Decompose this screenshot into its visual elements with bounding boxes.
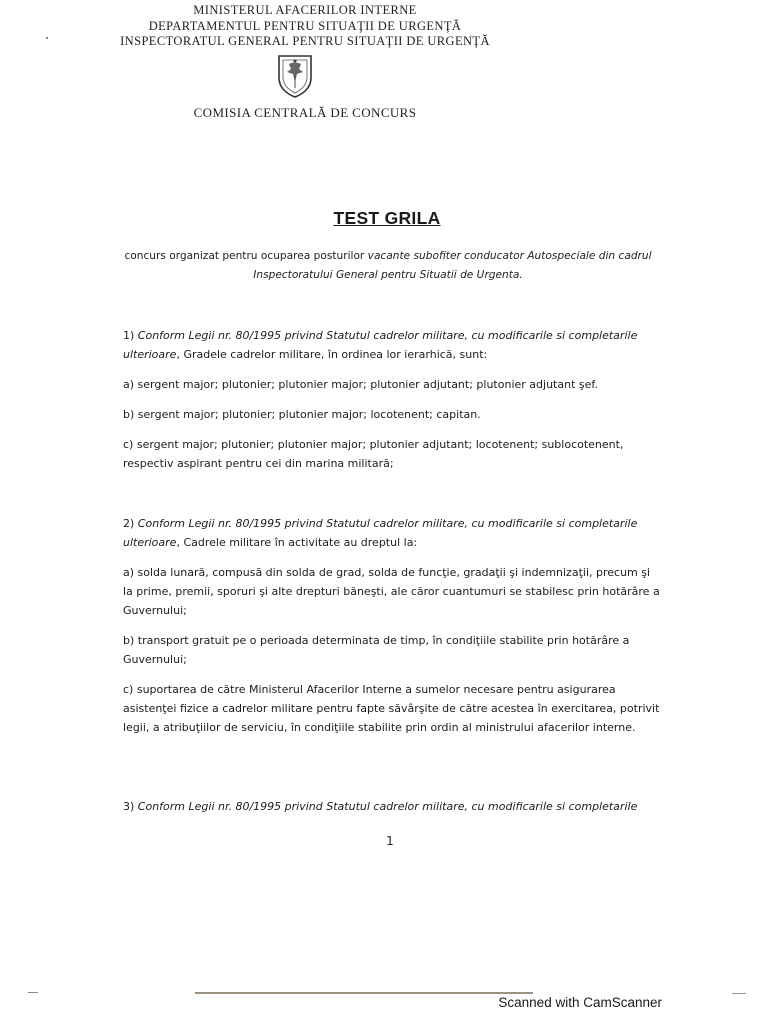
- answer-option-c: c) sergent major; plutonier; plutonier major; plutonier adjutant; locotenent; sublocotenent, respectiv aspirant pentru cei din marina militară;: [123, 438, 624, 470]
- answer-option-c: c) suportarea de către Ministerul Afacerilor Interne a sumelor necesare pentru asigurarea asistenţei fizice a cadrelor militare pentru fapte săvârşite de către acestea în exercitarea, potrivit legii, a atribuţiilor de serviciu, în condiţiile stabilite prin ordin al ministrului afacerilor interne.: [123, 683, 660, 734]
- scan-speck: [46, 37, 48, 39]
- question-stem: [123, 326, 663, 364]
- institution-header: [100, 3, 510, 50]
- answer-option-b: b) sergent major; plutonier; plutonier major; locotenent; capitan.: [123, 408, 481, 421]
- question-1: [123, 326, 663, 473]
- question-stem: [123, 514, 663, 552]
- coat-of-arms-icon: [275, 52, 315, 98]
- scanner-watermark: Scanned with CamScanner: [498, 995, 662, 1010]
- law-reference: Conform Legii nr. 80/1995 privind Statutul cadrelor militare, cu modificarile si completarile: [137, 800, 638, 813]
- scan-artifact-left: [28, 992, 38, 993]
- answer-option-a: a) sergent major; plutonier; plutonier major; plutonier adjutant; plutonier adjutant şef.: [123, 378, 598, 391]
- ministry-name: MINISTERUL AFACERILOR INTERNE: [193, 3, 417, 17]
- document-title: TEST GRILA: [333, 208, 441, 228]
- question-text: , Gradele cadrelor militare, în ordinea lor ierarhică, sunt:: [176, 348, 488, 361]
- answer-option-b: b) transport gratuit pe o perioada determinata de timp, în condiţiile stabilite prin hotărâre a Guvernului;: [123, 634, 630, 666]
- scan-artifact-line: [195, 992, 533, 994]
- question-3: [123, 797, 663, 816]
- subtitle-text: concurs organizat pentru ocuparea posturilor: [124, 250, 368, 262]
- law-reference: Conform Legii nr. 80/1995 privind Statutul cadrelor militare, cu modificarile si completarile ulterioare: [123, 517, 638, 549]
- question-2: [123, 514, 663, 737]
- subtitle-emphasis: vacante subofiter conducator Autospeciale din cadrul Inspectoratului General pentru Situatii de Urgenta.: [253, 250, 652, 281]
- law-reference: Conform Legii nr. 80/1995 privind Statutul cadrelor militare, cu modificarile si completarile ulterioare: [123, 329, 638, 361]
- question-stem: [123, 797, 663, 816]
- scan-artifact-right: [732, 993, 746, 994]
- contest-commission: COMISIA CENTRALĂ DE CONCURS: [193, 105, 417, 120]
- document-subtitle: [118, 247, 658, 285]
- question-number: 3): [123, 800, 135, 813]
- answer-option-a: a) solda lunară, compusă din solda de grad, solda de funcţie, gradaţii şi indemnizaţii, precum şi la prime, premii, sporuri şi alte drepturi băneşti, ale căror cuantumuri se stabilesc prin hotărâre a Guvernului;: [123, 566, 660, 617]
- inspectorate-name: INSPECTORATUL GENERAL PENTRU SITUAŢII DE URGENŢĂ: [120, 34, 490, 48]
- page-number: 1: [386, 834, 394, 848]
- question-text: , Cadrele militare în activitate au dreptul la:: [176, 536, 418, 549]
- question-number: 2): [123, 517, 135, 530]
- question-number: 1): [123, 329, 135, 342]
- department-name: DEPARTAMENTUL PENTRU SITUAŢII DE URGENŢĂ: [148, 18, 462, 33]
